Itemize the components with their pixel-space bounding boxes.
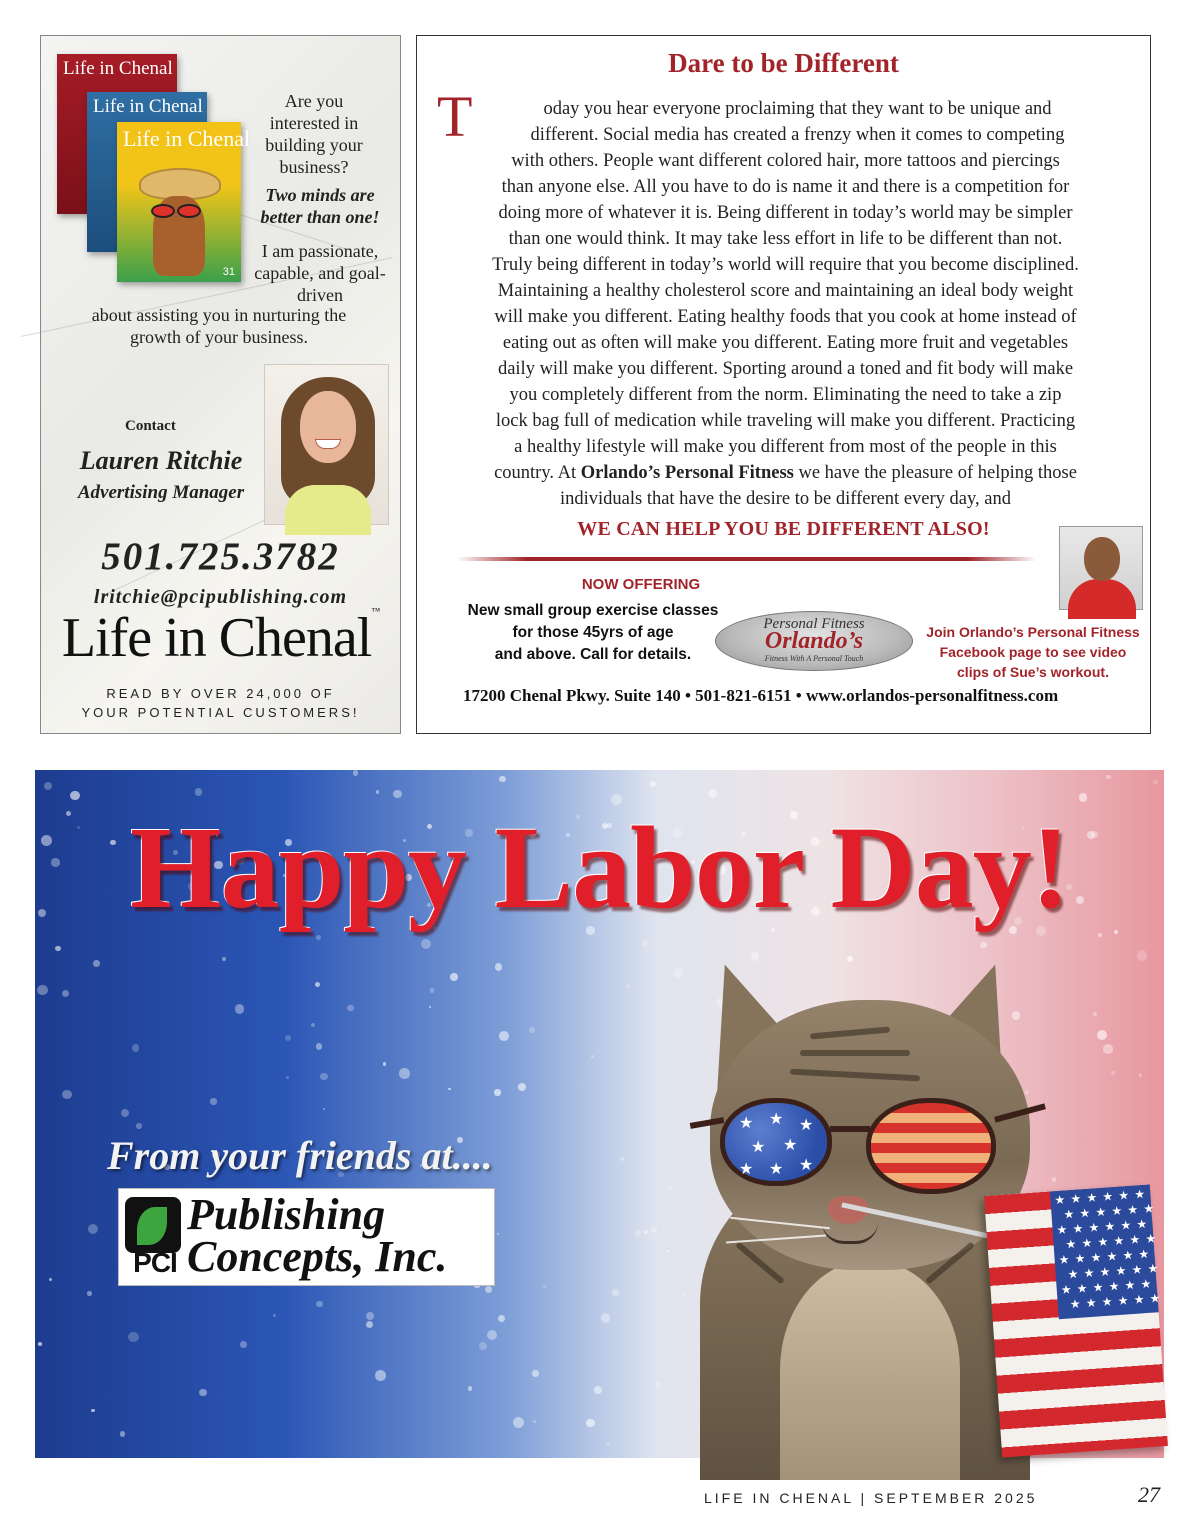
glitter-dot: [494, 1089, 500, 1095]
glitter-dot: [1111, 1071, 1115, 1075]
glitter-dot: [673, 968, 683, 978]
body-line: eating out as often will make you different. Eating more fruit and vegetables: [502, 333, 1069, 353]
glitter-dot: [121, 1109, 129, 1117]
glitter-dot: [120, 1431, 126, 1437]
star-icon: ★: [799, 1155, 814, 1174]
glitter-dot: [513, 1417, 524, 1428]
star-icon: ★: [799, 1115, 814, 1134]
divider: [457, 557, 1037, 561]
body-line: different. Social media has created a frenzy when it comes to competing: [530, 125, 1065, 145]
join-line: Facebook page to see video: [939, 644, 1127, 660]
ad-emphasis: Two minds are better than one!: [260, 185, 380, 227]
body-line: [437, 460, 1134, 486]
glitter-dot: [222, 957, 225, 960]
orlandos-logo: [715, 611, 913, 671]
star-icon: ★: [739, 1113, 754, 1132]
star-icon: ★: [1117, 1293, 1129, 1309]
offer-text: [463, 600, 723, 666]
glitter-dot: [601, 1313, 611, 1323]
glitter-dot: [315, 982, 320, 987]
facebook-note: [917, 622, 1149, 682]
star-icon: ★: [769, 1159, 784, 1178]
glitter-dot: [668, 1185, 672, 1189]
star-icon: ★: [1072, 1221, 1084, 1236]
body-line: you completely different from the norm. Eliminating the need to take a zip: [509, 385, 1062, 405]
star-icon: ★: [1092, 1280, 1104, 1295]
star-icon: ★: [1149, 1291, 1161, 1306]
company-name-line: Concepts, Inc.: [187, 1232, 448, 1281]
star-icon: ★: [1079, 1205, 1091, 1221]
ad-question: Are you interested in building your business?: [265, 91, 363, 177]
logo-text: Life in Chenal: [61, 607, 372, 669]
contact-name: Lauren Ritchie: [79, 446, 243, 475]
glitter-dot: [543, 1285, 546, 1288]
star-icon: ★: [1054, 1192, 1066, 1208]
body-line: oday you hear everyone proclaiming that they want to be unique and: [543, 99, 1052, 119]
star-icon: ★: [1126, 1202, 1139, 1218]
star-icon: ★: [1101, 1189, 1114, 1204]
banner-from: From your friends at....: [107, 1133, 493, 1178]
glitter-dot: [132, 1044, 140, 1052]
glitter-dot: [240, 1341, 247, 1348]
star-icon: ★: [783, 1135, 798, 1154]
join-line: clips of Sue’s workout.: [957, 664, 1109, 680]
glitter-dot: [591, 1055, 594, 1058]
pci-leaf-icon: [125, 1197, 181, 1253]
star-icon: ★: [1106, 1248, 1118, 1264]
glitter-dot: [708, 789, 717, 798]
star-icon: ★: [1144, 1231, 1157, 1246]
star-icon: ★: [1088, 1220, 1100, 1235]
glitter-dot: [682, 1294, 684, 1296]
star-icon: ★: [1069, 1296, 1082, 1312]
drop-cap: T: [437, 84, 473, 149]
glitter-dot: [479, 1342, 487, 1350]
star-icon: ★: [769, 1109, 784, 1128]
star-icon: ★: [1090, 1250, 1102, 1265]
glitter-dot: [353, 770, 359, 776]
glitter-dot: [366, 1312, 374, 1320]
glitter-dot: [320, 1073, 328, 1081]
glitter-dot: [450, 973, 458, 981]
star-icon: ★: [1081, 1235, 1093, 1251]
star-icon: ★: [1110, 1203, 1123, 1219]
sunglasses-illustration: [151, 204, 209, 218]
glitter-dot: [448, 1088, 450, 1090]
ad-cta: WE CAN HELP YOU BE DIFFERENT ALSO!: [577, 518, 990, 540]
page-footer: [0, 1482, 1200, 1520]
glitter-dot: [1137, 950, 1148, 961]
glitter-dot: [273, 1314, 276, 1317]
glitter-dot: [316, 1301, 322, 1307]
life-in-chenal-logo: Life in Chenal™: [61, 606, 380, 669]
offer-line: for those 45yrs of age: [512, 624, 674, 641]
glitter-dot: [93, 960, 99, 966]
glitter-dot: [37, 985, 48, 996]
logo-line: Orlando’s: [764, 628, 864, 654]
star-icon: ★: [1133, 1186, 1146, 1202]
offer-line: New small group exercise classes: [467, 602, 719, 619]
star-icon: ★: [1065, 1236, 1077, 1252]
ad-passion: I am passionate, capable, and goal-driven: [254, 241, 386, 305]
glitter-dot: [1139, 1073, 1143, 1077]
star-icon: ★: [1104, 1219, 1116, 1234]
body-line: Truly being different in today’s world will require that you become disciplined.: [492, 255, 1079, 275]
glitter-dot: [635, 1230, 641, 1236]
glitter-dot: [88, 1224, 98, 1234]
glitter-dot: [606, 1442, 610, 1446]
pci-letters: PCI: [133, 1247, 177, 1278]
star-icon: ★: [1115, 1263, 1127, 1279]
ad-growth: about assisting you in nurturing the growth of your business.: [91, 305, 347, 347]
trainer-photo: [1059, 526, 1143, 610]
glitter-dot: [70, 791, 80, 801]
star-icon: ★: [1124, 1277, 1136, 1293]
glitter-dot: [375, 1370, 386, 1381]
glitter-dot: [311, 1023, 315, 1027]
glitter-dot: [1106, 775, 1110, 779]
star-icon: ★: [1108, 1278, 1120, 1294]
star-icon: ★: [1083, 1265, 1095, 1281]
fitness-ad: [416, 35, 1151, 734]
magazine-issue: 31: [222, 266, 235, 278]
page-number: 27: [1138, 1482, 1160, 1507]
glitter-dot: [594, 1386, 602, 1394]
glitter-dot: [495, 963, 502, 970]
glitter-dot: [980, 942, 987, 949]
glitter-dot: [518, 1083, 526, 1091]
body-line: than one would think. It may take less effort in life to be different than not.: [508, 229, 1063, 249]
pci-logo: [118, 1188, 495, 1286]
glitter-dot: [421, 939, 431, 949]
tagline-line: YOUR POTENTIAL CUSTOMERS!: [81, 705, 360, 720]
glitter-dot: [38, 1342, 42, 1346]
ad-body: [437, 96, 1134, 512]
glitter-dot: [62, 1090, 71, 1099]
body-line: Maintaining a healthy cholesterol score and maintaining an ideal body weight: [497, 281, 1074, 301]
glitter-dot: [316, 1043, 322, 1049]
glitter-dot: [651, 1227, 657, 1233]
body-line: individuals that have the desire to be different every day, and: [559, 489, 1012, 509]
magazine-title: Life in Chenal: [93, 96, 203, 117]
ad-tagline: [41, 684, 400, 722]
contact-photo: [264, 364, 389, 525]
glitter-dot: [62, 990, 69, 997]
magazine-title: Life in Chenal: [63, 58, 173, 79]
now-offering-label: NOW OFFERING: [581, 576, 701, 593]
star-icon: ★: [1101, 1294, 1113, 1310]
star-icon: ★: [1117, 1188, 1130, 1203]
body-line: lock bag full of medication while traveling will make you different. Practicing: [495, 411, 1076, 431]
flag-lens: [720, 1098, 832, 1186]
glitter-dot: [323, 1108, 326, 1111]
contact-role: Advertising Manager: [77, 482, 245, 503]
glitter-dot: [285, 1035, 291, 1041]
glitter-dot: [55, 946, 60, 951]
business-address[interactable]: 17200 Chenal Pkwy. Suite 140 • 501-821-6151 • www.orlandos-personalfitness.com: [463, 686, 1059, 705]
offer-line: and above. Call for details.: [494, 646, 692, 663]
body-line: daily will make you different. Sporting around a toned and fit body will make: [497, 359, 1074, 379]
company-name-line: Publishing: [187, 1190, 386, 1239]
body-line: than anyone else. All you have to do is name it and there is a competition for: [501, 177, 1070, 197]
star-icon: ★: [1056, 1222, 1068, 1238]
logo-line: Fitness With A Personal Touch: [764, 654, 864, 663]
star-icon: ★: [1058, 1252, 1070, 1268]
body-text: we have the pleasure of helping those: [793, 463, 1077, 483]
ad-title: Dare to be Different: [668, 48, 899, 78]
glitter-dot: [532, 1370, 539, 1377]
star-icon: ★: [1147, 1261, 1159, 1276]
magazine-title: Life in Chenal: [123, 126, 251, 151]
glitter-dot: [376, 790, 380, 794]
american-flag: [984, 1185, 1168, 1458]
star-icon: ★: [1133, 1292, 1145, 1307]
magazine-cover-front: [117, 122, 251, 282]
logo-line: Personal Fitness: [763, 616, 865, 632]
star-icon: ★: [1128, 1232, 1141, 1248]
glitter-dot: [468, 1386, 473, 1391]
star-icon: ★: [1113, 1233, 1125, 1249]
glitter-dot: [655, 1382, 661, 1388]
star-icon: ★: [1142, 1201, 1155, 1217]
glitter-dot: [529, 1027, 535, 1033]
glitter-dot: [499, 1031, 509, 1041]
advertising-ad: [40, 35, 401, 734]
body-line: with others. People want different colored hair, more tattoos and piercings: [511, 151, 1060, 171]
glitter-dot: [383, 1062, 386, 1065]
body-text: country. At: [494, 463, 581, 483]
business-name: Orlando’s Personal Fitness: [580, 463, 794, 483]
contact-phone[interactable]: 501.725.3782: [101, 535, 340, 578]
glitter-dot: [429, 1006, 431, 1008]
glitter-dot: [586, 1419, 595, 1428]
star-icon: ★: [751, 1137, 766, 1156]
body-line: a healthy lifestyle will make you different from most of the people in this: [514, 437, 1057, 457]
glitter-dot: [210, 1098, 216, 1104]
star-icon: ★: [1094, 1204, 1107, 1220]
glitter-dot: [49, 1278, 52, 1281]
glitter-dot: [485, 1286, 492, 1293]
star-icon: ★: [1067, 1266, 1079, 1282]
glitter-dot: [650, 781, 656, 787]
glitter-dot: [620, 1157, 624, 1161]
labor-day-banner: [35, 770, 1164, 1458]
glitter-dot: [626, 984, 630, 988]
glitter-dot: [497, 1233, 499, 1235]
stripe-lens: [866, 1098, 996, 1194]
glitter-dot: [44, 782, 52, 790]
star-icon: ★: [1060, 1282, 1073, 1297]
star-icon: ★: [1076, 1281, 1088, 1296]
glitter-dot: [393, 790, 402, 799]
glitter-dot: [430, 988, 434, 992]
join-line: Join Orlando’s Personal Fitness: [926, 624, 1140, 640]
glitter-dot: [666, 1250, 668, 1252]
glitter-dot: [642, 940, 648, 946]
glitter-dot: [128, 1332, 139, 1343]
star-icon: ★: [739, 1159, 754, 1178]
glitter-dot: [91, 1409, 95, 1413]
glitter-dot: [399, 1068, 410, 1079]
star-icon: ★: [1085, 1295, 1098, 1311]
tagline-line: READ BY OVER 24,000 OF: [106, 686, 335, 701]
star-icon: ★: [1069, 1191, 1082, 1207]
glitter-dot: [136, 1123, 141, 1128]
glitter-dot: [347, 1005, 354, 1012]
star-icon: ★: [1135, 1216, 1148, 1232]
glitter-dot: [87, 1291, 92, 1296]
glitter-dot: [581, 1082, 583, 1084]
star-icon: ★: [1131, 1262, 1143, 1277]
contact-label: Contact: [125, 418, 176, 434]
star-icon: ★: [1122, 1247, 1134, 1263]
glitter-dot: [286, 1076, 289, 1079]
body-line: doing more of whatever it is. Being different in today’s world may be simpler: [498, 203, 1073, 223]
glitter-dot: [199, 1389, 207, 1397]
glitter-dot: [487, 1330, 497, 1340]
glitter-dot: [498, 1315, 505, 1322]
glitter-dot: [644, 1230, 648, 1234]
banner-title: Happy Labor Day!: [129, 802, 1070, 933]
flag-canton: [1050, 1185, 1159, 1320]
star-icon: ★: [1140, 1276, 1152, 1292]
star-icon: ★: [1119, 1217, 1132, 1233]
glitter-dot: [195, 788, 203, 796]
body-line: will make you different. Eating healthy foods that you cook at home instead of: [494, 307, 1077, 327]
glitter-dot: [533, 1420, 536, 1423]
star-icon: ★: [1074, 1251, 1086, 1266]
footer-text: LIFE IN CHENAL | SEPTEMBER 2025: [704, 1490, 1038, 1506]
star-icon: ★: [1063, 1206, 1075, 1222]
star-icon: ★: [1138, 1246, 1150, 1262]
star-icon: ★: [1099, 1264, 1111, 1280]
glitter-dot: [612, 1289, 619, 1296]
star-icon: ★: [1085, 1190, 1098, 1205]
glitter-dot: [499, 776, 505, 782]
glitter-dot: [235, 1004, 244, 1013]
glitter-dot: [366, 1321, 373, 1328]
contact-email[interactable]: lritchie@pcipublishing.com: [93, 586, 348, 608]
star-icon: ★: [1097, 1234, 1109, 1250]
glitter-dot: [1153, 780, 1158, 785]
